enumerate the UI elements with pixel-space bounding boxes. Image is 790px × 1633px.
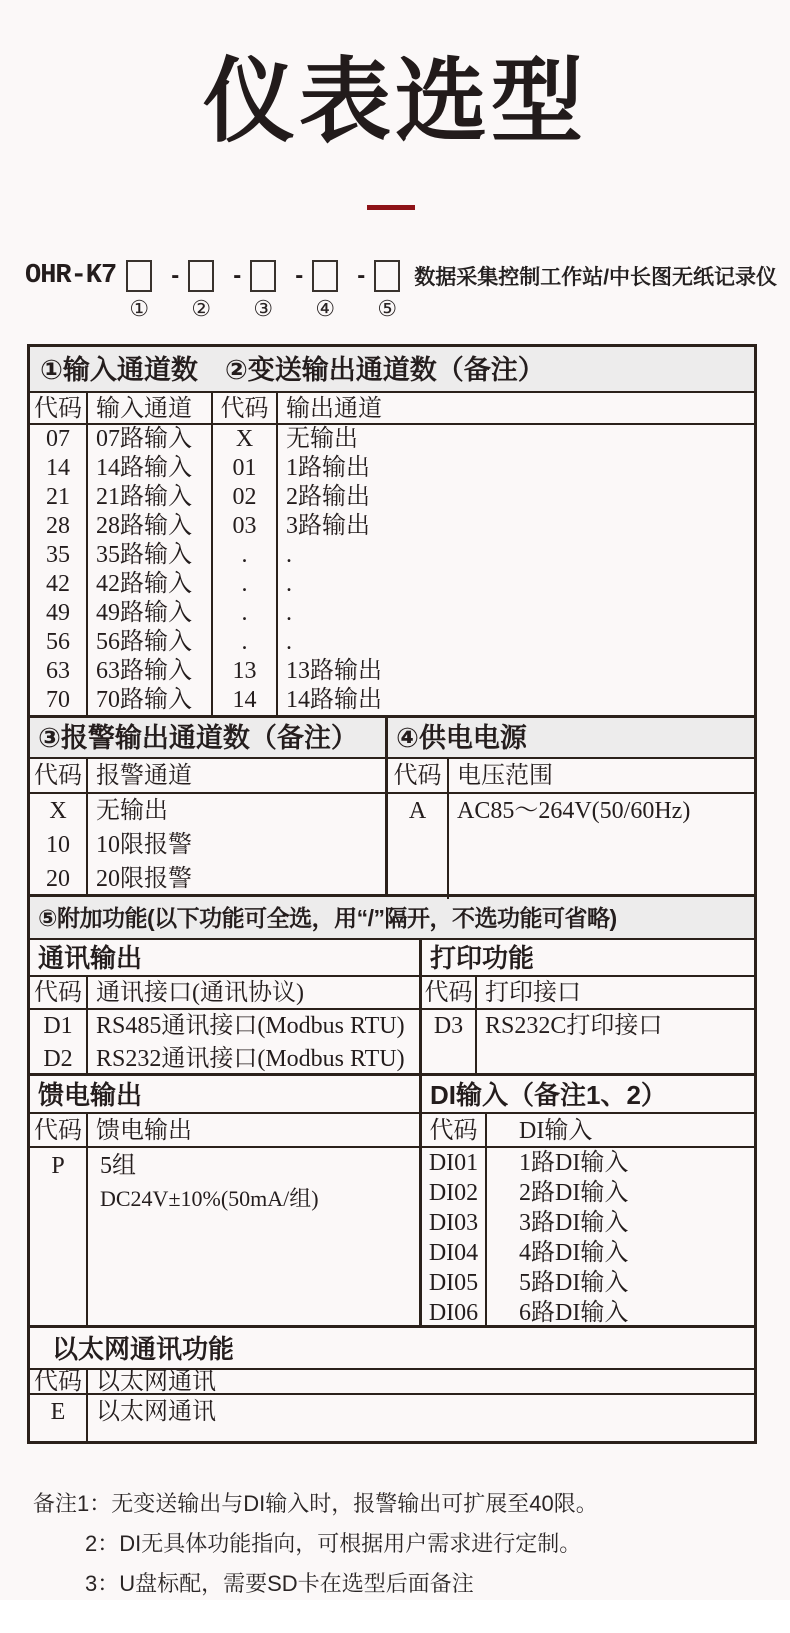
slot-number-5: ⑤ [377,296,398,321]
code-cell: D1 [30,1010,88,1043]
code-cell: DI05 [422,1268,487,1298]
comm-output-title: 通讯输出 [30,940,422,977]
col-header-alarm-channel: 报警通道 [96,763,192,789]
footnote-3-text: U盘标配，需要SD卡在选型后面备注 [119,1571,474,1596]
model-slot-5 [374,260,400,321]
label-cell: . [286,629,292,655]
code-cell: . [213,599,278,628]
code-cell: . [213,570,278,599]
model-slot-4 [312,260,338,321]
model-slot-2 [188,260,214,321]
di-grid [422,1148,754,1325]
slot-number-4: ④ [315,296,336,321]
bottom-white-strip [0,1600,790,1633]
code-cell: 14 [30,454,88,483]
footnote-3-label: 3： [85,1571,120,1596]
comm-column-headers [30,977,422,1010]
footnote-1-label: 备注1： [33,1491,112,1516]
code-column [30,794,88,896]
comm-print-header-row [30,940,754,977]
label-cell: 3路DI输入 [519,1210,629,1236]
label-cell: RS232通讯接口(Modbus RTU) [96,1046,405,1072]
section-1-2-header: ①输入通道数 ②变送输出通道数（备注） [30,347,754,393]
label-cell: 1路DI输入 [519,1150,629,1176]
code-cell: DI02 [422,1178,487,1208]
footnote-1-text: 无变送输出与DI输入时，报警输出可扩展至40限。 [111,1491,598,1516]
code-cell: 03 [213,512,278,541]
code-cell: 56 [30,628,88,657]
di-column-headers [422,1114,754,1148]
section-3-4-header-row [30,718,754,759]
di-input-title: DI输入（备注1、2） [422,1076,754,1114]
label-cell: . [286,542,292,568]
footnote-3 [33,1567,598,1598]
feed-spec: DC24V±10%(50mA/组) [100,1186,319,1211]
section-3-column-headers [30,759,388,794]
label-cell: 21路输入 [88,483,213,512]
print-grid [422,1010,754,1073]
col-header-print-interface: 打印接口 [485,980,581,1006]
code-cell: 10 [46,832,70,858]
label-cell: 28路输入 [88,512,213,541]
col-header-code: 代码 [30,1370,88,1395]
feed-di-rows [30,1148,754,1328]
code-cell: 35 [30,541,88,570]
section-4-column-headers [388,759,754,794]
dash-separator: - [171,262,180,289]
code-cell: 13 [213,657,278,686]
code-cell: X [49,798,67,824]
code-cell: P [30,1148,88,1325]
model-slot-3 [250,260,276,321]
label-cell: 35路输入 [88,541,213,570]
section-1-2-rows [30,425,754,718]
label-cell: 10限报警 [96,832,192,858]
feed-di-column-headers [30,1114,754,1148]
slot-number-1: ① [129,296,150,321]
col-header-voltage-range: 电压范围 [457,763,553,789]
label-cell: 07路输入 [88,425,213,454]
col-header-code: 代码 [388,759,449,794]
model-prefix: OHR-K7 [25,261,117,291]
section-3-4-rows [30,794,754,897]
footnote-2 [33,1527,598,1558]
label-cell: 49路输入 [88,599,213,628]
label-cell: AC85～264V(50/60Hz) [457,798,691,824]
code-cell: 49 [30,599,88,628]
label-cell: 13路输出 [286,658,382,684]
label-cell: 42路输入 [88,570,213,599]
col-header-output-channel: 输出通道 [286,396,382,422]
code-cell: 14 [213,686,278,715]
code-cell: . [213,628,278,657]
code-cell: X [213,425,278,454]
label-cell: 5路DI输入 [519,1270,629,1296]
section-5-header: ⑤附加功能(以下功能可全选，用“/”隔开，不选功能可省略) [30,897,754,940]
feed-column-headers [30,1114,422,1148]
dash-separator: - [233,262,242,289]
col-header-ethernet: 以太网通讯 [96,1369,216,1395]
code-cell: 28 [30,512,88,541]
footnote-1 [33,1487,598,1518]
col-header-code: 代码 [30,759,88,794]
ethernet-rows [30,1395,754,1441]
col-header-di-input: DI输入 [519,1118,593,1144]
slot-number-2: ② [191,296,212,321]
model-box-3 [250,260,276,292]
label-cell: 14路输入 [88,454,213,483]
col-header-input-channel: 输入通道 [88,393,213,425]
footnote-2-text: DI无具体功能指向，可根据用户需求进行定制。 [119,1531,582,1556]
code-cell: 20 [46,866,70,892]
code-cell: D2 [30,1043,88,1076]
dash-separator: - [357,262,366,289]
code-cell: 01 [213,454,278,483]
label-cell: 70路输入 [88,686,213,715]
label-column [88,794,385,892]
label-cell: 1路输出 [286,455,370,481]
code-cell: DI06 [422,1298,487,1328]
model-box-2 [188,260,214,292]
feed-grid [30,1148,419,1325]
feed-di-header-row [30,1076,754,1114]
slot-number-3: ③ [253,296,274,321]
model-slot-1 [126,260,152,321]
label-cell: RS232C打印接口 [485,1013,663,1039]
footnote-2-label: 2： [85,1531,120,1556]
col-header-code-in: 代码 [30,393,88,425]
label-cell: 63路输入 [88,657,213,686]
col-header-code-out: 代码 [213,393,278,425]
section-4-header: ④供电电源 [388,718,754,759]
feed-groups: 5组 [100,1153,136,1179]
red-divider [367,205,415,210]
comm-print-rows [30,1010,754,1076]
label-cell: 2路输出 [286,484,370,510]
label-cell: 2路DI输入 [519,1180,629,1206]
comm-grid [30,1010,419,1073]
selection-table [27,344,757,1444]
code-cell: DI04 [422,1238,487,1268]
label-cell: . [286,600,292,626]
code-cell: . [213,541,278,570]
code-cell: 63 [30,657,88,686]
label-cell: . [286,571,292,597]
code-cell: A [388,794,449,899]
model-box-4 [312,260,338,292]
print-rows [422,1010,754,1073]
code-cell: DI01 [422,1148,487,1178]
model-box-1 [126,260,152,292]
label-cell: 20限报警 [96,866,192,892]
code-cell: 21 [30,483,88,512]
label-cell: 4路DI输入 [519,1240,629,1266]
label-cell: 6路DI输入 [519,1300,629,1326]
code-cell: 07 [30,425,88,454]
comm-print-column-headers [30,977,754,1010]
code-cell: DI03 [422,1208,487,1238]
section-3-rows [30,794,388,894]
label-cell: 无输出 [286,426,358,452]
label-cell: 以太网通讯 [96,1399,216,1425]
section-3-header: ③报警输出通道数（备注） [30,718,388,759]
code-cell: D3 [422,1010,477,1076]
code-cell: E [30,1395,88,1441]
model-box-5 [374,260,400,292]
label-cell [88,1148,419,1325]
label-cell: 14路输出 [286,687,382,713]
label-cell: 3路输出 [286,513,370,539]
model-code-line [25,256,778,321]
col-header-feed-output: 馈电输出 [96,1118,192,1144]
section-3-4-column-headers [30,759,754,794]
comm-rows [30,1010,422,1073]
section-1-2-column-headers [30,393,754,425]
ethernet-column-headers [30,1370,754,1395]
section-4-rows [388,794,754,894]
footnotes [33,1487,598,1607]
feed-rows [30,1148,422,1325]
di-rows [422,1148,754,1325]
col-header-code: 代码 [30,1114,88,1148]
code-cell: 70 [30,686,88,715]
label-cell: 56路输入 [88,628,213,657]
col-header-code: 代码 [422,1114,487,1148]
feed-output-title: 馈电输出 [30,1076,422,1114]
print-column-headers [422,977,754,1010]
col-header-code: 代码 [30,977,88,1010]
col-header-comm-interface: 通讯接口(通讯协议) [96,980,304,1006]
label-cell: 无输出 [96,798,168,824]
ethernet-title: 以太网通讯功能 [30,1328,754,1370]
label-cell: RS485通讯接口(Modbus RTU) [96,1013,405,1039]
page-title: 仪表选型 [202,51,587,153]
model-description: 数据采集控制工作站/中长图无纸记录仪 [414,266,778,289]
code-cell: 02 [213,483,278,512]
dash-separator: - [295,262,304,289]
code-cell: 42 [30,570,88,599]
print-function-title: 打印功能 [422,940,754,977]
col-header-code: 代码 [422,977,477,1010]
